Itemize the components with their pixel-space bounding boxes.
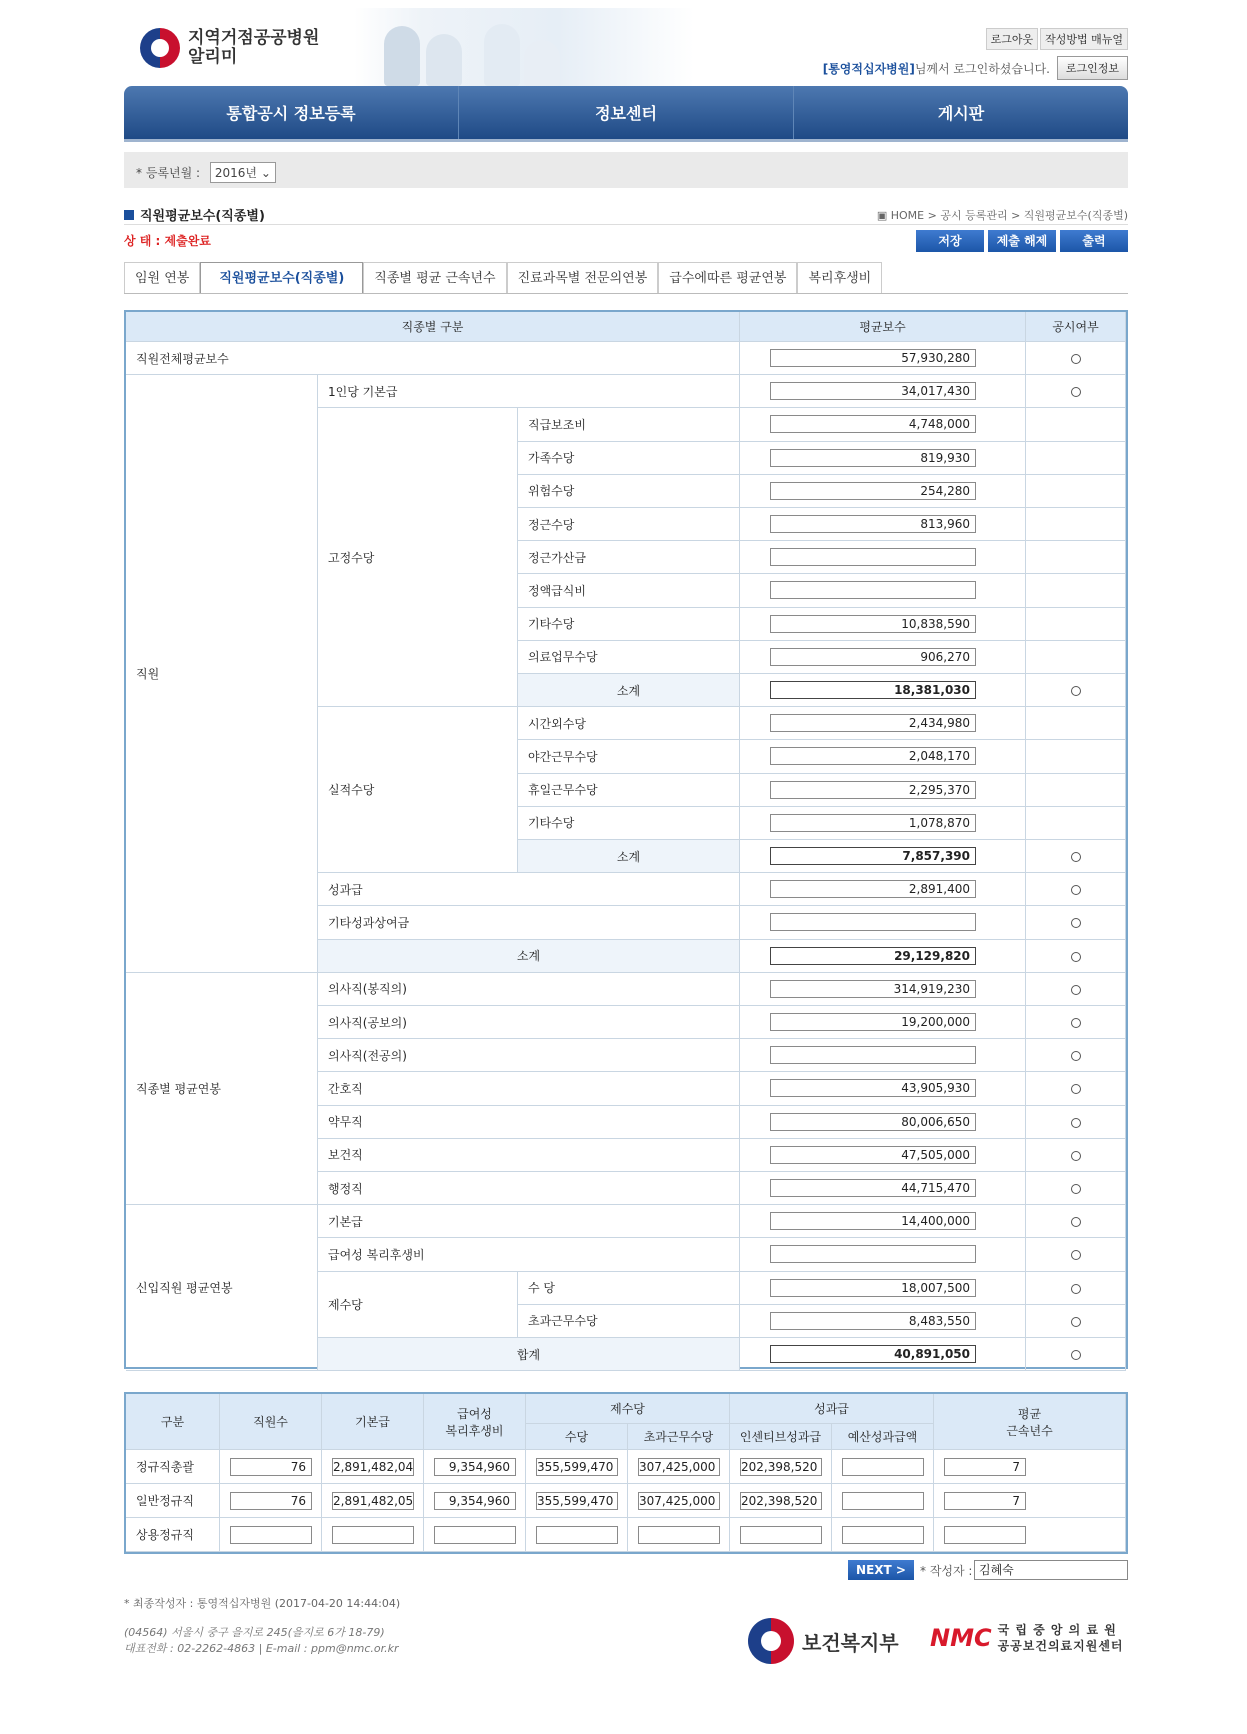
count-input[interactable]: 355,599,470 — [536, 1492, 618, 1510]
row-label: 급여성 복리후생비 — [318, 1238, 740, 1271]
publish-radio[interactable] — [1071, 985, 1081, 995]
unsubmit-button[interactable]: 제출 해제 — [988, 230, 1056, 252]
count-input[interactable] — [332, 1526, 414, 1544]
header-cell: 성과급 — [730, 1394, 934, 1424]
count-input[interactable]: 9,354,960 — [434, 1458, 516, 1476]
count-input[interactable]: 202,398,520 — [740, 1492, 822, 1510]
header-cell: 수당 — [526, 1424, 628, 1450]
pay-input[interactable]: 19,200,000 — [770, 1013, 976, 1031]
nav-item-info-center[interactable]: 정보센터 — [459, 86, 794, 139]
publish-cell — [1026, 807, 1126, 840]
pay-input[interactable]: 254,280 — [770, 482, 976, 500]
pay-input[interactable]: 43,905,930 — [770, 1079, 976, 1097]
count-input[interactable] — [536, 1526, 618, 1544]
publish-cell — [1026, 508, 1126, 541]
count-input[interactable]: 202,398,520 — [740, 1458, 822, 1476]
publish-cell — [1026, 641, 1126, 674]
row-label: 정근가산금 — [518, 541, 740, 574]
pay-input[interactable]: 80,006,650 — [770, 1113, 976, 1131]
count-input[interactable]: 307,425,000 — [638, 1492, 720, 1510]
tab-avg-tenure[interactable]: 직종별 평균 근속년수 — [363, 262, 506, 293]
user-name: [통영적십자병원] — [822, 62, 915, 76]
main-nav — [124, 86, 1128, 142]
year-filter-bar — [124, 152, 1128, 188]
row-label: 의사직(공보의) — [318, 1006, 740, 1039]
publish-cell — [1026, 608, 1126, 641]
publish-radio[interactable] — [1071, 1317, 1081, 1327]
mid-label: 실적수당 — [318, 707, 518, 873]
pay-input[interactable]: 2,048,170 — [770, 747, 976, 765]
pay-input[interactable]: 906,270 — [770, 648, 976, 666]
save-button[interactable]: 저장 — [916, 230, 984, 252]
publish-radio[interactable] — [1071, 1118, 1081, 1128]
mohw-logo: 보건복지부 — [748, 1618, 899, 1664]
tab-specialist-salary[interactable]: 진료과목별 전문의연봉 — [507, 262, 659, 293]
count-input[interactable] — [740, 1526, 822, 1544]
header-cell: 평균 근속년수 — [934, 1394, 1126, 1450]
row-label: 1인당 기본급 — [318, 375, 740, 408]
row-label: 기타수당 — [518, 608, 740, 641]
next-button[interactable]: NEXT > — [848, 1560, 914, 1580]
publish-cell — [1026, 707, 1126, 740]
tab-executive-salary[interactable]: 임원 연봉 — [124, 262, 200, 293]
pay-input[interactable]: 813,960 — [770, 515, 976, 533]
row-label: 정액급식비 — [518, 574, 740, 607]
count-input[interactable] — [638, 1526, 720, 1544]
publish-cell — [1026, 408, 1126, 441]
publish-radio[interactable] — [1071, 1018, 1081, 1028]
pay-input[interactable]: 10,838,590 — [770, 615, 976, 633]
year-label: * 등록년월 : — [136, 166, 201, 180]
count-input[interactable] — [842, 1492, 924, 1510]
nav-item-board[interactable]: 게시판 — [937, 104, 985, 123]
row-label: 직급보조비 — [518, 408, 740, 441]
nav-item-disclosure[interactable]: 통합공시 정보등록 — [124, 86, 459, 139]
taegeuk-logo-icon — [748, 1618, 794, 1664]
print-button[interactable]: 출력 — [1060, 230, 1128, 252]
count-input[interactable]: 2,891,482,05 — [333, 1494, 414, 1508]
pay-input[interactable]: 1,078,870 — [770, 814, 976, 832]
header-publish: 공시여부 — [1026, 312, 1126, 342]
writer-label: * 작성자 : — [920, 1564, 973, 1578]
last-writer-info: * 최종작성자 : 통영적십자병원 (2017-04-20 14:44:04) — [124, 1597, 401, 1610]
row-label: 약무직 — [318, 1106, 740, 1139]
publish-radio[interactable] — [1071, 686, 1081, 696]
header-banner-image — [354, 8, 694, 86]
publish-radio[interactable] — [1071, 952, 1081, 962]
count-input[interactable] — [434, 1526, 516, 1544]
publish-cell — [1026, 774, 1126, 807]
row-label: 기타수당 — [518, 807, 740, 840]
nmc-logo-icon: NMC — [930, 1624, 992, 1652]
pay-input[interactable]: 2,295,370 — [770, 781, 976, 799]
site-logo[interactable] — [140, 28, 319, 68]
publish-cell — [1026, 740, 1126, 773]
taegeuk-logo-icon — [140, 28, 180, 68]
pay-input[interactable]: 2,434,980 — [770, 714, 976, 732]
pay-input[interactable]: 2,891,400 — [770, 880, 976, 898]
chevron-down-icon: ⌄ — [260, 166, 271, 180]
header-avg-pay: 평균보수 — [740, 312, 1026, 342]
header-cell: 급여성 복리후생비 — [424, 1394, 526, 1450]
breadcrumb: ▣ HOME > 공시 등록관리 > 직원평균보수(직종별) — [876, 209, 1128, 222]
group-label: 직종별 평균연봉 — [126, 973, 318, 1205]
tab-staff-avg-pay[interactable]: 직원평균보수(직종별) — [200, 262, 363, 293]
publish-cell — [1026, 541, 1126, 574]
header-category: 직종별 구분 — [126, 312, 740, 342]
manual-link[interactable]: 작성방법 매뉴얼 — [1040, 28, 1128, 50]
header-cell: 직원수 — [220, 1394, 322, 1450]
tab-welfare[interactable]: 복리후생비 — [797, 262, 882, 293]
row-label: 성과급 — [318, 873, 740, 906]
staff-pay-table — [124, 310, 1128, 1369]
pay-input[interactable] — [770, 913, 976, 931]
pay-input[interactable]: 14,400,000 — [770, 1212, 976, 1230]
row-label: 간호직 — [318, 1072, 740, 1105]
row-label: 보건직 — [318, 1139, 740, 1172]
subtotal-label: 소계 — [318, 940, 740, 973]
pay-input[interactable] — [770, 548, 976, 566]
header-cell: 구분 — [126, 1394, 220, 1450]
pay-input[interactable]: 34,017,430 — [770, 382, 976, 400]
group-label: 신입직원 평균연봉 — [126, 1205, 318, 1371]
row-label: 정규직총괄 — [126, 1450, 220, 1484]
pay-input[interactable]: 8,483,550 — [770, 1312, 976, 1330]
row-label: 일반정규직 — [126, 1484, 220, 1518]
footer-address: (04564) 서울시 중구 을지로 245(을지로 6가 18-79) 대표전화 : 02-2262-4863 | E-mail : ppm@nmc.or.kr — [124, 1626, 399, 1655]
publish-radio[interactable] — [1071, 1350, 1081, 1360]
pay-input[interactable]: 18,381,030 — [770, 681, 976, 699]
header-cell: 기본급 — [322, 1394, 424, 1450]
page-title: 직원평균보수(직종별) — [124, 205, 1128, 224]
pay-input[interactable]: 314,919,230 — [770, 980, 976, 998]
pay-input[interactable]: 44,715,470 — [770, 1179, 976, 1197]
login-info-button[interactable]: 로그인정보 — [1057, 56, 1128, 80]
count-input[interactable]: 355,599,470 — [536, 1458, 618, 1476]
publish-radio[interactable] — [1071, 852, 1081, 862]
pay-input[interactable] — [770, 581, 976, 599]
row-label: 휴일근무수당 — [518, 774, 740, 807]
pay-input[interactable]: 18,007,500 — [770, 1279, 976, 1297]
row-label: 시간외수당 — [518, 707, 740, 740]
publish-radio[interactable] — [1071, 354, 1081, 364]
publish-cell — [1026, 574, 1126, 607]
year-select[interactable]: 2016년 ⌄ — [210, 162, 276, 183]
writer-input[interactable]: 김혜숙 — [974, 1560, 1128, 1580]
count-input[interactable] — [230, 1526, 312, 1544]
total-label: 합계 — [318, 1338, 740, 1371]
pay-input[interactable] — [770, 1245, 976, 1263]
count-input[interactable]: 7 — [944, 1492, 1026, 1510]
row-label: 의사직(전공의) — [318, 1039, 740, 1072]
headcount-table — [124, 1392, 1128, 1554]
subtotal-label: 소계 — [518, 840, 740, 873]
row-label: 야간근무수당 — [518, 740, 740, 773]
page-title-row — [124, 205, 1128, 225]
group-label: 직원 — [126, 375, 318, 973]
publish-radio[interactable] — [1071, 1151, 1081, 1161]
count-input[interactable]: 9,354,960 — [434, 1492, 516, 1510]
count-input[interactable]: 76 — [230, 1492, 312, 1510]
pay-input[interactable]: 4,748,000 — [770, 415, 976, 433]
site-title: 지역거점공공병원 알리미 — [188, 28, 320, 67]
pay-input[interactable] — [770, 1046, 976, 1064]
count-input[interactable]: 76 — [230, 1458, 312, 1476]
home-icon: ▣ — [876, 209, 891, 222]
count-input[interactable] — [944, 1526, 1026, 1544]
status-text: 상 태 : 제출완료 — [124, 234, 211, 248]
count-input[interactable]: 7 — [944, 1458, 1026, 1476]
row-label: 가족수당 — [518, 442, 740, 475]
row-label: 상용정규직 — [126, 1518, 220, 1552]
header-cell: 제수당 — [526, 1394, 730, 1424]
mid-label: 고정수당 — [318, 408, 518, 707]
mid-label: 제수당 — [318, 1272, 518, 1338]
count-input[interactable]: 2,891,482,04 — [333, 1460, 414, 1474]
row-label: 수 당 — [518, 1272, 740, 1305]
row-label: 위험수당 — [518, 475, 740, 508]
publish-cell — [1026, 442, 1126, 475]
pay-input[interactable]: 29,129,820 — [770, 947, 976, 965]
pay-input[interactable]: 40,891,050 — [770, 1345, 976, 1363]
count-input[interactable]: 307,425,000 — [638, 1458, 720, 1476]
count-input[interactable] — [842, 1458, 924, 1476]
count-input[interactable] — [842, 1526, 924, 1544]
tab-grade-salary[interactable]: 급수에따른 평균연봉 — [658, 262, 797, 293]
row-label: 기본급 — [318, 1205, 740, 1238]
publish-radio[interactable] — [1071, 1284, 1081, 1294]
header-cell: 초과근무수당 — [628, 1424, 730, 1450]
pay-input[interactable]: 47,505,000 — [770, 1146, 976, 1164]
row-label: 행정직 — [318, 1172, 740, 1205]
pay-input[interactable]: 57,930,280 — [770, 349, 976, 367]
row-label: 기타성과상여금 — [318, 906, 740, 939]
subtotal-label: 소계 — [518, 674, 740, 707]
row-label: 초과근무수당 — [518, 1305, 740, 1338]
title-bullet-icon — [124, 210, 134, 220]
group-label: 직원전체평균보수 — [126, 342, 740, 375]
logout-link[interactable]: 로그아웃 — [986, 28, 1039, 50]
row-label: 의사직(봉직의) — [318, 973, 740, 1006]
row-label: 의료업무수당 — [518, 641, 740, 674]
tab-bar — [124, 262, 1128, 294]
pay-input[interactable]: 819,930 — [770, 449, 976, 467]
publish-cell — [1026, 475, 1126, 508]
header-cell: 인센티브성과급 — [730, 1424, 832, 1450]
login-message: [통영적십자병원]님께서 로그인하셨습니다. — [822, 62, 1050, 76]
row-label: 정근수당 — [518, 508, 740, 541]
publish-radio[interactable] — [1071, 1184, 1081, 1194]
nmc-logo: NMC 국 립 중 앙 의 료 원 공공보건의료지원센터 — [930, 1623, 1124, 1653]
header-cell: 예산성과급액 — [832, 1424, 934, 1450]
pay-input[interactable]: 7,857,390 — [770, 847, 976, 865]
action-buttons — [124, 230, 1128, 252]
header — [124, 20, 1128, 86]
